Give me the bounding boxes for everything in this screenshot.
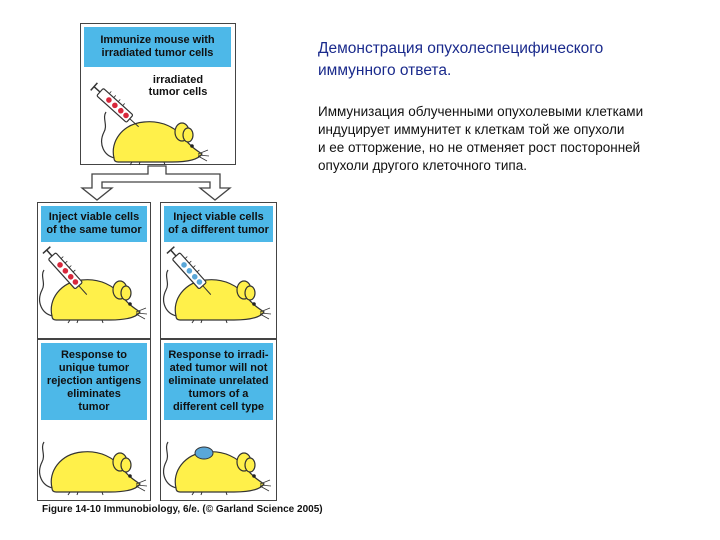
title-line: иммунного ответа. [318,62,452,79]
response-same-header: Response to unique tumor rejection antigens eliminates tumor [41,343,147,420]
growing-tumor [195,447,213,459]
inject-different-header: Inject viable cells of a different tumor [164,206,273,242]
mouse-inject-same [40,270,147,323]
branch-arrow [82,166,230,200]
mouse-tumor-grows [164,442,271,495]
body-line: опухоли другого клеточного типа. [318,158,527,173]
response-different-header: Response to irradi- ated tumor will not eliminate unrelated tumors of a different cell type [164,343,273,420]
title-line: Демонстрация опухолеспецифического [318,40,604,57]
slide-body [318,103,643,175]
mouse-immunized [102,112,209,165]
slide-title [318,38,603,82]
figure-caption: Figure 14-10 Immunobiology, 6/e. (© Garland Science 2005) [42,504,323,515]
syringe-label: irradiated tumor cells [148,74,208,98]
body-line: индуцирует иммунитет к клеткам той же опухоли [318,122,625,137]
immunize-header: Immunize mouse with irradiated tumor cells [84,27,231,67]
inject-same-header: Inject viable cells of the same tumor [41,206,147,242]
body-line: и ее отторжение, но не отменяет рост посторонней [318,140,641,155]
mouse-inject-different [164,270,271,323]
mouse-tumor-rejected [40,442,147,495]
body-line: Иммунизация облученными опухолевыми клетками [318,104,644,119]
